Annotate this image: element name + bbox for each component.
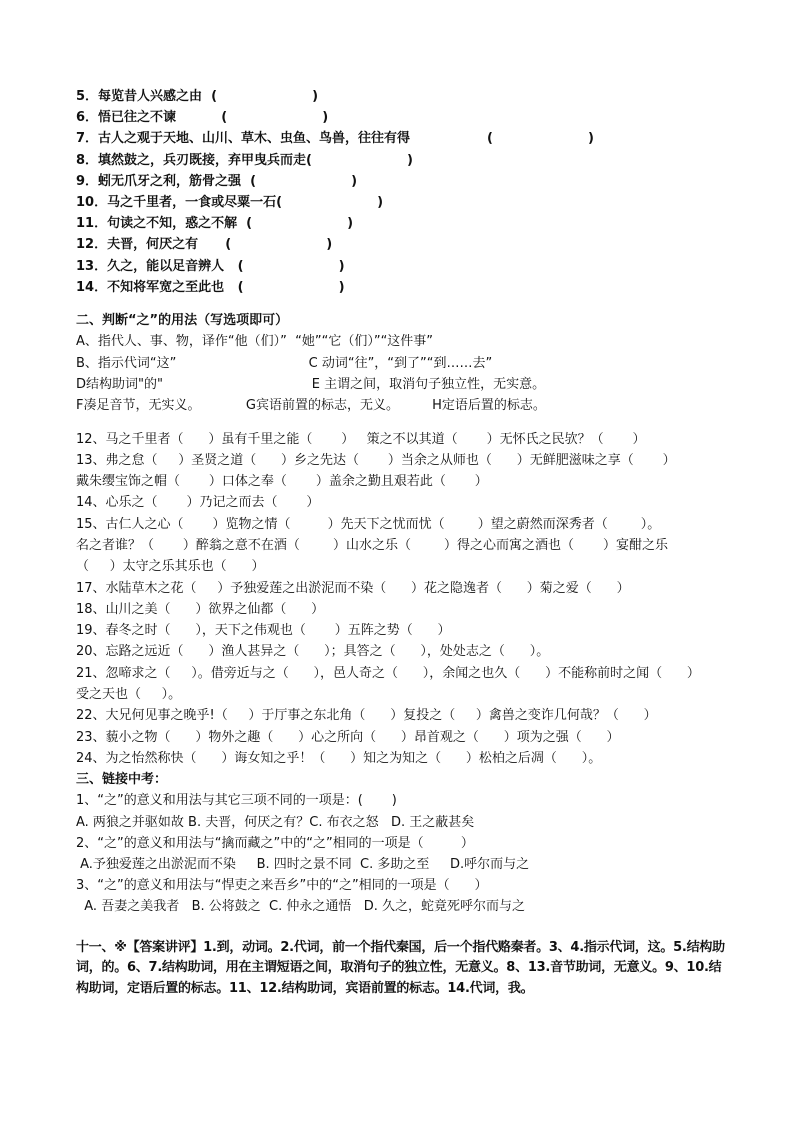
list-item: 13．久之，能以足音辨人 ( ) [76, 258, 345, 274]
list-item: 10．马之千里者，一食或尽粟一石( ) [76, 195, 384, 211]
section-heading: 二、判断“之”的用法（写选项即可） [76, 313, 289, 329]
question-line: 受之天也（ ）。 [76, 687, 182, 703]
choice-line: A. 吾妻之美我者 B. 公将鼓之 C. 仲永之通悟 D. 久之，蛇竟死呼尔而与之 [76, 899, 526, 915]
option-line: B、指示代词“这” C 动词“往”，“到了”“到……去” [76, 355, 493, 371]
spacer [76, 918, 726, 938]
list-item: 9．蚓无爪牙之利，筋骨之强 ( ) [76, 173, 358, 189]
question-line: 22、大兄何见事之晚乎!（ ）于厅事之东北角（ ）复投之（ ）禽兽之变诈几何哉？（ ） [76, 708, 657, 724]
list-item: 7．古人之观于天地、山川、草木、虫鱼、鸟兽，往往有得 ( ) [76, 131, 594, 147]
list-item: 8．填然鼓之，兵刃既接，弃甲曳兵而走( ) [76, 152, 413, 168]
question-line: （ ）太守之乐其乐也（ ） [76, 559, 265, 575]
list-item: 12．夫晋，何厌之有 ( ) [76, 237, 333, 253]
question-line: 21、忽啼求之（ ）。借旁近与之（ ），邑人奇之（ ），余闻之也久（ ）不能称前时之闻（ ） [76, 665, 700, 681]
question-line: 名之者谁？（ ）醉翁之意不在酒（ ）山水之乐（ ）得之心而寓之酒也（ ）宴酣之乐 [76, 538, 668, 553]
question-line: 14、心乐之（ ）乃记之而去（ ） [76, 495, 320, 511]
choice-line: A.予独爱莲之出淤泥而不染 B. 四时之景不同 C. 多助之至 D.呼尔而与之 [76, 857, 530, 873]
spacer [76, 298, 726, 310]
spacer [76, 417, 726, 429]
answer-key: 十一、※【答案讲评】1.到，动词。2.代词，前一个指代秦国，后一个指代赂秦者。3、4.指示代词，这。5.结构助词，的。6、7.结构助词，用在主谓短语之间，取消句子的独立性，无意义。8、13.音节助词，无意义。9、10.结构助词，定语后置的标志。11、12.结构助词，宾语前置的标志。14.代词，我。 [76, 939, 725, 996]
section-heading: 三、链接中考： [76, 772, 168, 788]
question-line: 17、水陆草木之花（ ）予独爱莲之出淤泥而不染（ ）花之隐逸者（ ）菊之爱（ ） [76, 580, 630, 596]
question-line: 3、“之”的意义和用法与“悍吏之来吾乡”中的“之”相同的一项是（ ） [76, 878, 488, 894]
question-line: 19、春冬之时（ ），天下之伟观也（ ）五阵之势（ ） [76, 623, 451, 639]
list-item: 14．不知将军宽之至此也 ( ) [76, 279, 345, 295]
choice-line: A. 两狼之并驱如故 B. 夫晋，何厌之有？C. 布衣之怒 D. 王之蔽甚矣 [76, 814, 475, 830]
section-three [76, 769, 726, 917]
question-line: 1、“之”的意义和用法与其它三项不同的一项是：( ) [76, 793, 397, 809]
list-item: 11．句读之不知，惑之不解 ( ) [76, 216, 354, 232]
section-one-list [76, 86, 726, 298]
option-line: A、指代人、事、物，译作“他（们）” “她”“它（们）”“这件事” [76, 334, 434, 350]
question-line: 18、山川之美（ ）欲界之仙都（ ） [76, 601, 325, 617]
question-line: 15、古仁人之心（ ）览物之情（ ）先天下之忧而忧（ ）望之蔚然而深秀者（ ）。 [76, 516, 661, 532]
list-item: 5．每览昔人兴感之由 ( ) [76, 89, 319, 104]
question-line: 戴朱缨宝饰之帽（ ）口体之奉（ ）盖余之勤且艰若此（ ） [76, 474, 488, 490]
option-line: F凑足音节，无实义。 G宾语前置的标志，无义。 H定语后置的标志。 [76, 398, 546, 414]
question-line: 2、“之”的意义和用法与“擒而藏之”中的“之”相同的一项是（ ） [76, 835, 474, 851]
list-item: 6．悟已往之不谏 ( ) [76, 110, 329, 126]
question-line: 23、藐小之物（ ）物外之趣（ ）心之所向（ ）昂首观之（ ）项为之强（ ） [76, 729, 620, 745]
section-two [76, 310, 726, 769]
question-line: 20、忘路之远近（ ）渔人甚异之（ ）；具答之（ ），处处志之（ ）。 [76, 644, 550, 660]
worksheet-body [76, 86, 726, 999]
option-line: D结构助词"的" E 主谓之间，取消句子独立性，无实意。 [76, 376, 546, 392]
question-line: 24、为之怡然称快（ ）诲女知之乎！（ ）知之为知之（ ）松柏之后凋（ ）。 [76, 750, 602, 766]
question-line: 13、弗之怠（ ）圣贤之道（ ）乡之先达（ ）当余之从师也（ ）无鲜肥滋味之享（ ） [76, 452, 676, 468]
question-line: 12、马之千里者（ ）虽有千里之能（ ） 策之不以其道（ ）无怀氏之民欤？（ ） [76, 431, 646, 447]
